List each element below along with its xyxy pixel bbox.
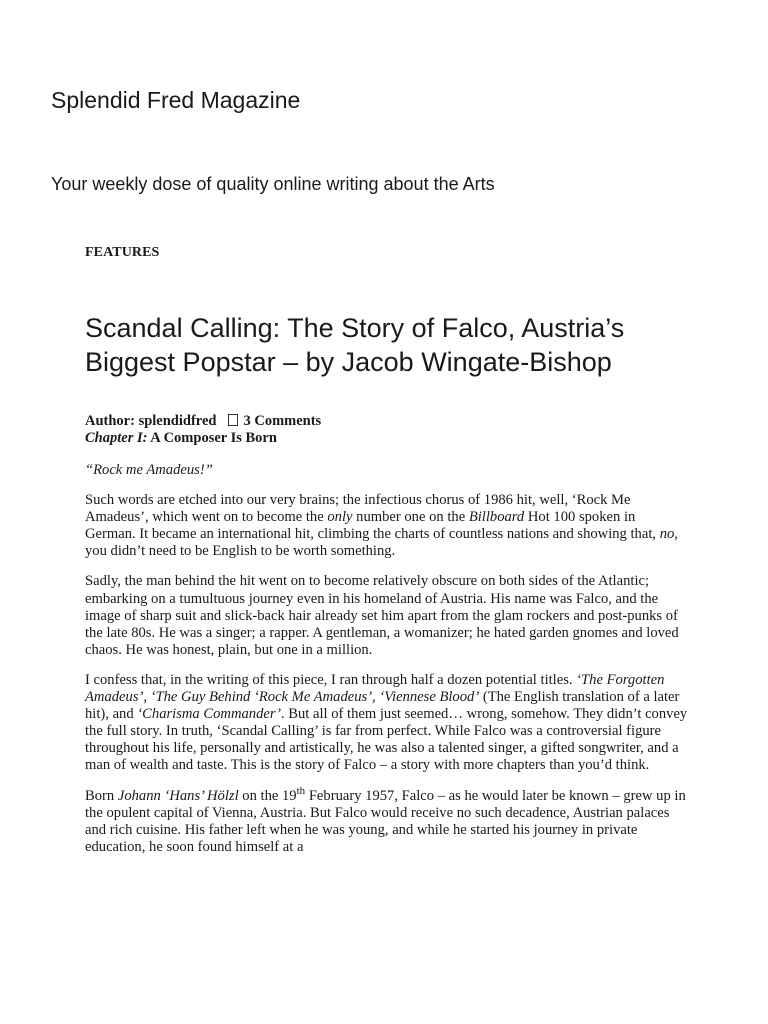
comment-icon <box>228 414 238 426</box>
paragraph-3: I confess that, in the writing of this piece, I ran through half a dozen potential titles. ‘The Forgotten Amadeus’, ‘The Guy Behind ‘Rock Me Amadeus’, ‘Viennese Blood’ (The English translation of a later hit), and ‘Charisma Commander’. But all of them just seemed… wrong, somehow. They didn’t convey the full story. In truth, ‘Scandal Calling’ is far from perfect. While Falco was a controversial figure throughout his life, personally and artistically, he was also a talented singer, a gifted songwriter, and a man of wealth and taste. This is the story of Falco – a story with more chapters than you’d think. <box>85 671 688 774</box>
site-tagline: Your weekly dose of quality online writing about the Arts <box>51 174 495 194</box>
site-header <box>51 84 731 116</box>
site-title[interactable]: Splendid Fred Magazine <box>51 87 301 113</box>
article-title: Scandal Calling: The Story of Falco, Austria’s Biggest Popstar – by Jacob Wingate-Bishop <box>85 313 625 377</box>
author-link[interactable]: Author: splendidfred <box>85 413 217 429</box>
article-quote: “Rock me Amadeus!” <box>85 462 213 478</box>
comments-link[interactable]: 3 Comments <box>243 413 322 429</box>
article-meta <box>85 413 321 430</box>
paragraph-1: Such words are etched into our very brains; the infectious chorus of 1986 hit, well, ‘Rock Me Amadeus’, which went on to become the only number one on the Billboard Hot 100 spoken in German. It became an international hit, climbing the charts of countless nations and showing that, no, you didn’t need to be English to be worth something. <box>85 492 678 560</box>
article-body <box>85 462 689 869</box>
category-link[interactable]: FEATURES <box>85 245 160 260</box>
paragraph-4: Born Johann ‘Hans’ Hölzl on the 19th February 1957, Falco – as he would later be known – grew up in the opulent capital of Vienna, Austria. But Falco would receive no such decadence, Austrian palaces and rich cuisine. His father left when he was young, and while he started his journey in private education, he soon found himself at a <box>85 784 686 855</box>
article <box>85 243 688 855</box>
chapter-number: Chapter I: <box>85 430 148 446</box>
paragraph-2: Sadly, the man behind the hit went on to become relatively obscure on both sides of the Atlantic; embarking on a tumultuous journey even in his homeland of Austria. His name was Falco, and the image of sharp suit and slick-back hair already set him apart from the glam rockers and post-punks of the late 80s. He was a singer; a rapper. A gentleman, a womanizer; he hated garden gnomes and loved chaos. He was honest, plain, but one in a million. <box>85 573 679 658</box>
chapter-heading <box>85 430 277 447</box>
chapter-title: A Composer Is Born <box>150 430 277 446</box>
